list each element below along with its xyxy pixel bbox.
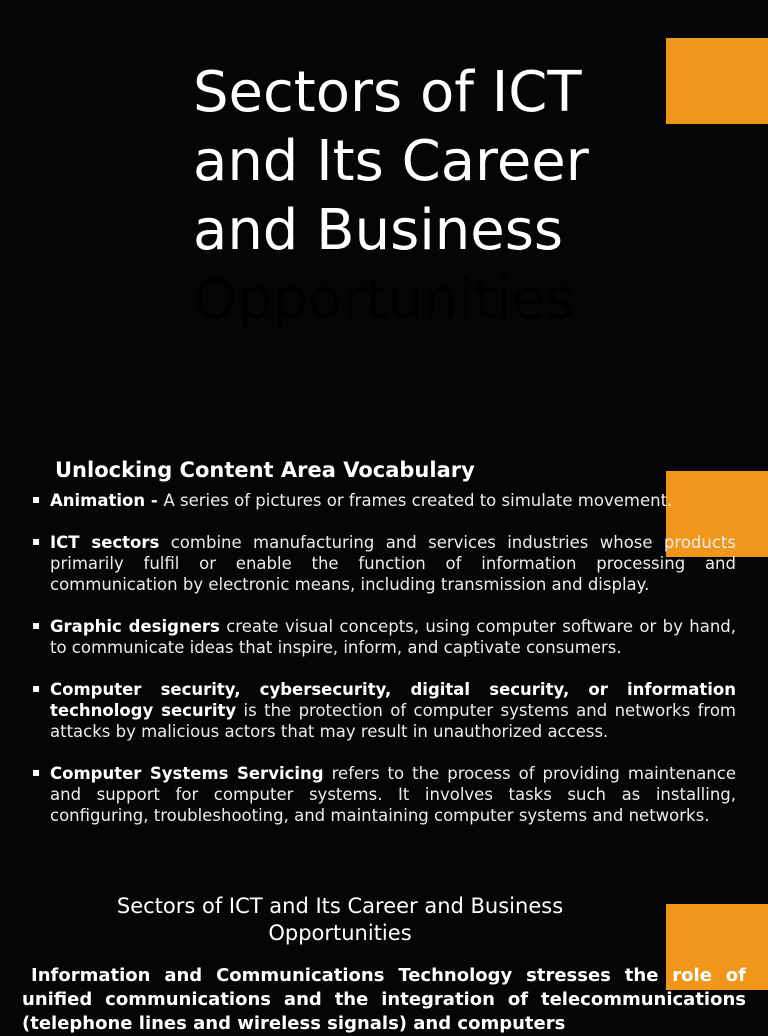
bullet-icon: ▪: [32, 492, 41, 506]
bullet-icon: ▪: [32, 534, 41, 548]
title-slide: [0, 0, 768, 440]
list-item: [30, 763, 736, 826]
vocabulary-heading: Unlocking Content Area Vocabulary: [55, 458, 475, 482]
title-line: and Business: [193, 198, 564, 263]
accent-block: [666, 38, 768, 124]
intro-paragraph: Information and Communications Technology stresses the role of unified communications and the integration of telecommunications (telephone lines and wireless signals) and computers: [22, 965, 746, 1034]
vocab-definition: A series of pictures or frames created to simulate movement.: [163, 491, 673, 510]
bullet-icon: ▪: [32, 765, 41, 779]
vocab-term: Animation -: [50, 491, 164, 510]
section-title: Sectors of ICT and Its Career and Business Opportunities: [116, 894, 564, 945]
title-line: and Its Career: [193, 129, 589, 194]
vocab-term: Computer Systems Servicing: [50, 764, 324, 783]
bullet-icon: ▪: [32, 681, 41, 695]
title-line-hidden: Opportunities: [193, 267, 576, 332]
vocab-definition: create visual concepts, using computer software or by hand, to communicate ideas that inspire, inform, and captivate consumers.: [50, 617, 736, 657]
vocab-definition: refers to the process of providing maintenance and support for computer systems. It involves tasks such as installing, configuring, troubleshooting, and maintaining computer systems and networks.: [50, 764, 736, 825]
list-item: [30, 616, 736, 658]
vocab-definition: is the protection of computer systems and networks from attacks by malicious actors that may result in unauthorized access.: [50, 701, 736, 741]
vocabulary-list: [30, 490, 736, 847]
list-item: [30, 679, 736, 742]
slide-title: [193, 58, 633, 334]
vocab-term: Graphic designers: [50, 617, 220, 636]
title-line: Sectors of ICT: [193, 60, 582, 125]
bullet-icon: ▪: [32, 618, 41, 632]
vocab-term: ICT sectors: [50, 533, 160, 552]
vocab-term: Computer security, cybersecurity, digital security, or information technology security: [50, 680, 736, 720]
list-item: [30, 490, 736, 511]
vocab-definition: combine manufacturing and services industries whose products primarily fulfil or enable the function of information processing and communication by electronic means, including transmission and display.: [50, 533, 736, 594]
list-item: [30, 532, 736, 595]
